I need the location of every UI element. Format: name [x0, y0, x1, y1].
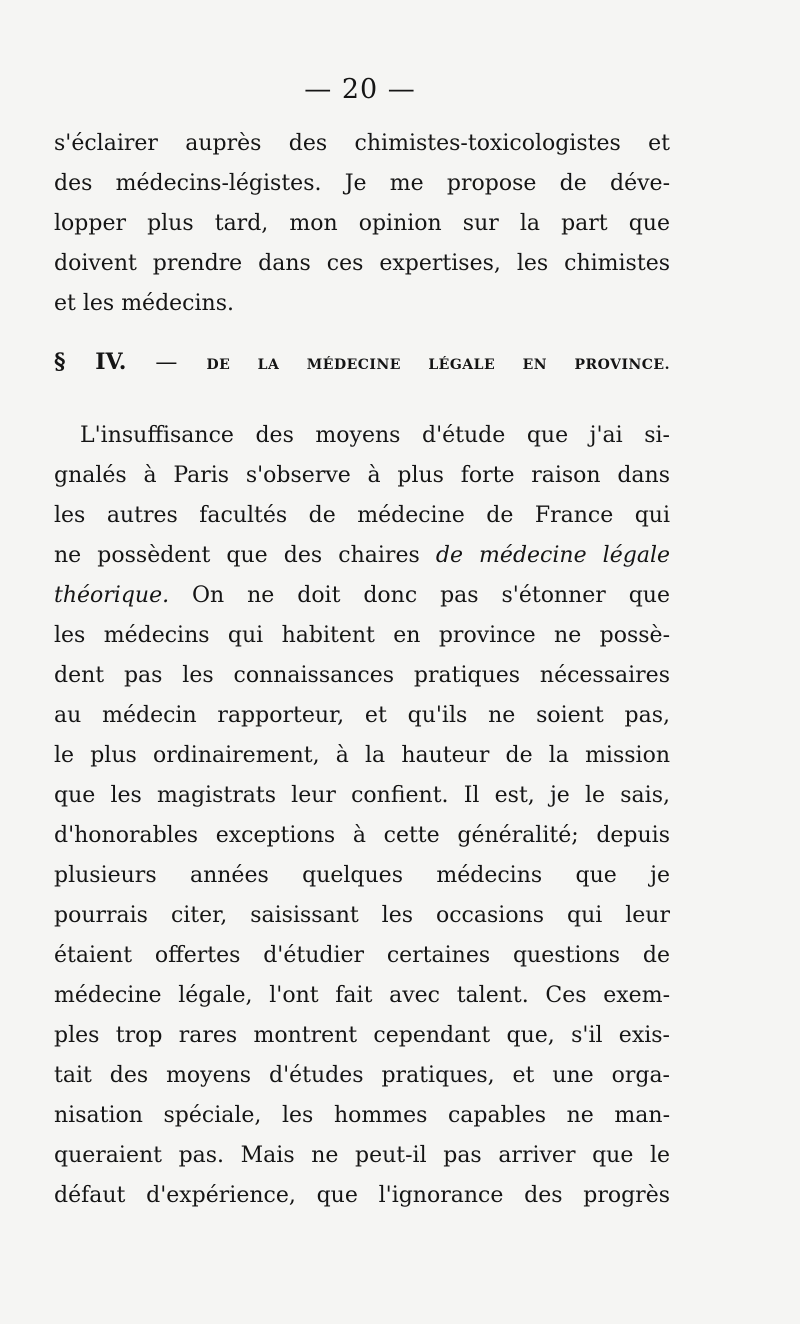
text-segment: On ne doit donc pas s'étonner que	[169, 583, 670, 608]
text-line: lopper plus tard, mon opinion sur la part que	[54, 211, 670, 236]
text-line: et les médecins.	[54, 291, 234, 316]
section-dash: —	[155, 350, 178, 375]
text-line: les médecins qui habitent en province ne possè-	[54, 623, 670, 648]
text-line: étaient offertes d'étudier certaines questions de	[54, 943, 670, 968]
text-line: queraient pas. Mais ne peut-il pas arriver que le	[54, 1143, 670, 1168]
section-heading	[54, 342, 670, 382]
text-line: plusieurs années quelques médecins que je	[54, 863, 670, 888]
text-line: le plus ordinairement, à la hauteur de la mission	[54, 743, 670, 768]
text-line: s'éclairer auprès des chimistes-toxicologistes et	[54, 131, 670, 156]
text-line: dent pas les connaissances pratiques nécessaires	[54, 663, 670, 688]
text-line: ples trop rares montrent cependant que, s'il exis-	[54, 1023, 670, 1048]
text-segment: ne possèdent que des chaires	[54, 543, 436, 568]
text-line: que les magistrats leur confient. Il est, je le sais,	[54, 783, 670, 808]
text-line: doivent prendre dans ces expertises, les chimistes	[54, 251, 670, 276]
text-line: au médecin rapporteur, et qu'ils ne soient pas,	[54, 703, 670, 728]
page-number: — 20 —	[304, 74, 416, 105]
text-line: les autres facultés de médecine de France qui	[54, 503, 670, 528]
body-text	[54, 124, 670, 1216]
text-line: d'honorables exceptions à cette généralité; depuis	[54, 823, 670, 848]
text-line: médecine légale, l'ont fait avec talent. Ces exem-	[54, 983, 670, 1008]
section-number: § IV.	[54, 349, 127, 375]
text-line: des médecins-légistes. Je me propose de déve-	[54, 171, 670, 196]
text-line	[54, 536, 670, 576]
italic-phrase: de médecine légale	[435, 543, 670, 568]
paragraph-continued	[54, 124, 670, 324]
paragraph-main	[54, 416, 670, 1216]
text-line: pourrais citer, saisissant les occasions qui leur	[54, 903, 670, 928]
text-line: gnalés à Paris s'observe à plus forte raison dans	[54, 463, 670, 488]
text-line: nisation spéciale, les hommes capables ne man-	[54, 1103, 670, 1128]
text-line: défaut d'expérience, que l'ignorance des progrès	[54, 1183, 670, 1208]
text-line: tait des moyens d'études pratiques, et une orga-	[54, 1063, 670, 1088]
text-line	[54, 576, 670, 616]
text-line: L'insuffisance des moyens d'étude que j'ai si-	[80, 423, 670, 448]
section-title: DE LA MÉDECINE LÉGALE EN PROVINCE.	[206, 357, 670, 373]
italic-phrase: théorique.	[54, 583, 170, 608]
